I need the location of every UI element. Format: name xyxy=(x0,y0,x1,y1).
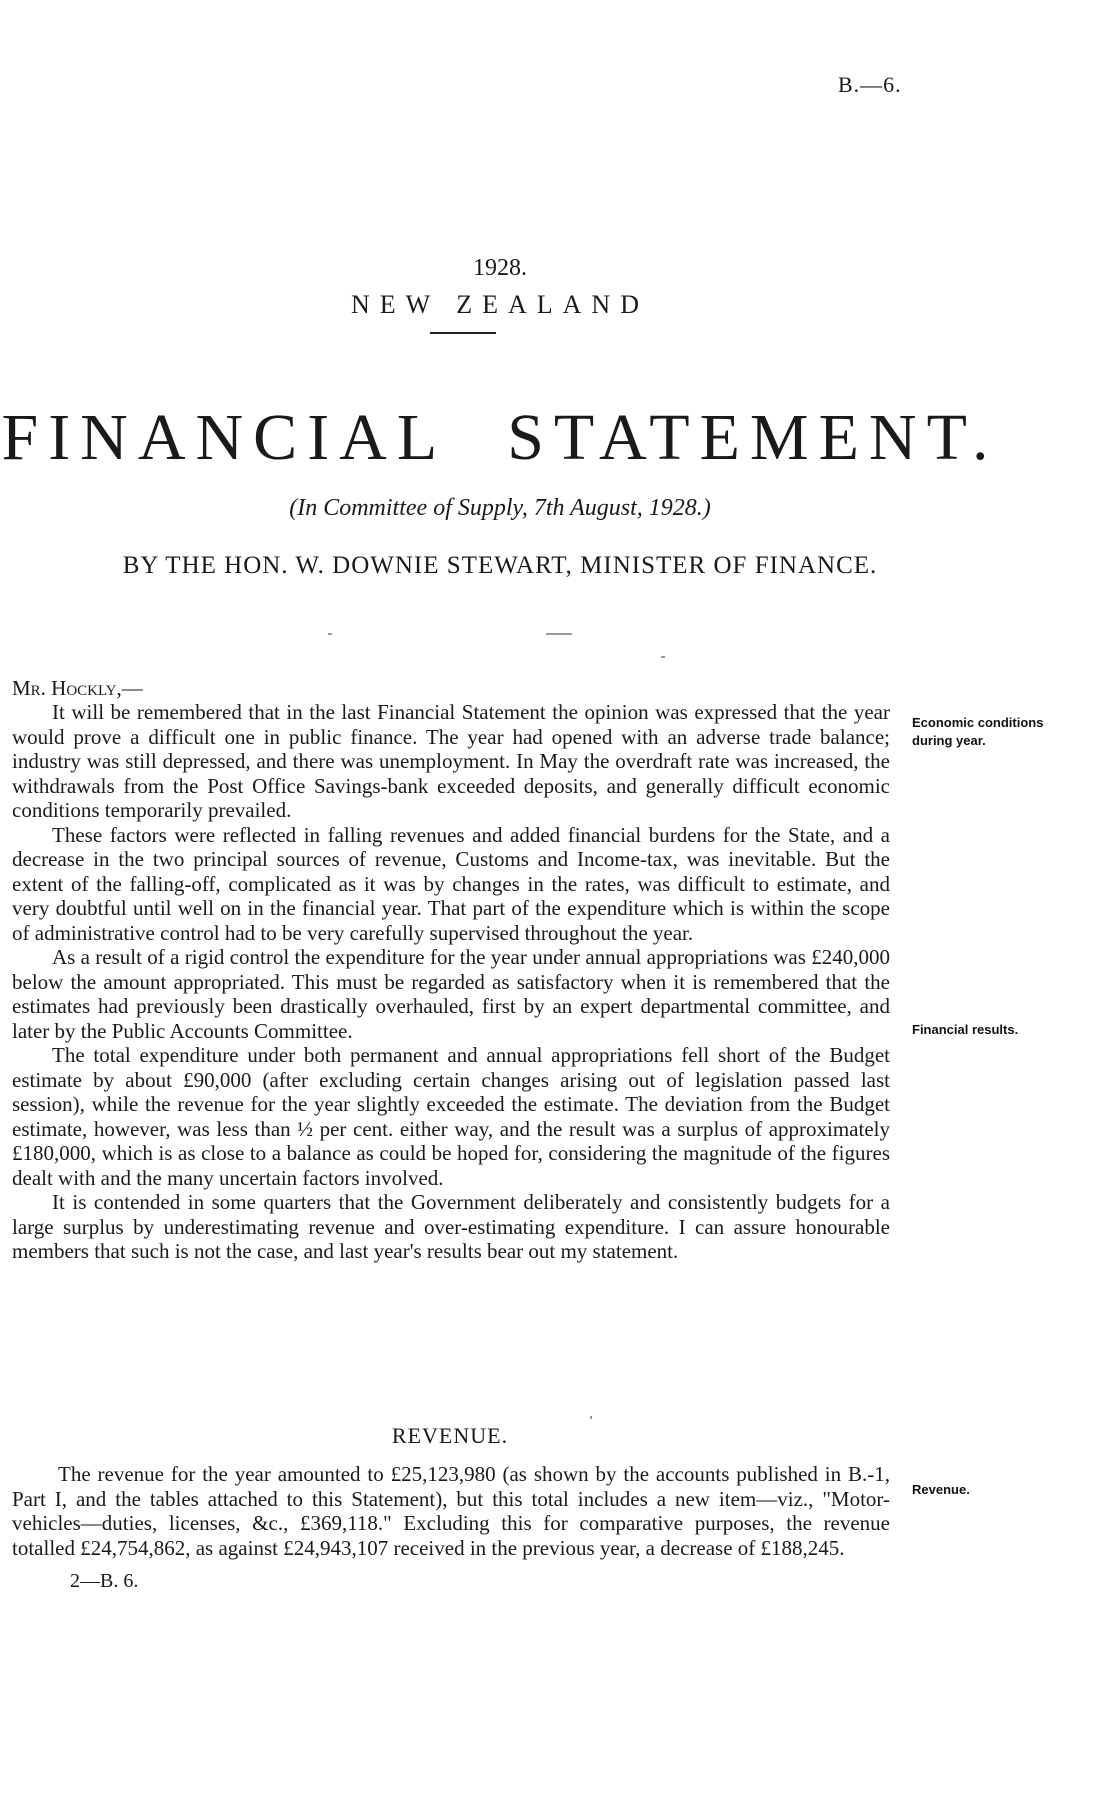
main-title: FINANCIAL STATEMENT. xyxy=(1,401,999,474)
paragraph-factors: These factors were reflected in falling revenues and added financial burdens for the State, and a decrease in the two principal sources of revenue, Customs and Income-tax, was inevitable. But the extent of the falling-off, complicated as it was by changes in the rates, was difficult to estimate, and very doubtful until well on in the financial year. That part of the expenditure which is within the scope of administrative control had to be very carefully supervised throughout the year. xyxy=(12,822,890,945)
print-speck xyxy=(590,1416,592,1419)
heading-rule xyxy=(430,332,496,334)
paragraph-financial-results: As a result of a rigid control the expenditure for the year under annual appropriations was £240,000 below the amount appropriated. This must be regarded as satisfactory when it is remembered that the estimates had previously been drastically overhauled, first by an expert departmental committee, and later by the Public Accounts Committee. xyxy=(12,945,890,1043)
byline: BY THE HON. W. DOWNIE STEWART, MINISTER OF FINANCE. xyxy=(122,552,878,579)
print-speck xyxy=(546,633,572,635)
side-note-financial-results: Financial results. xyxy=(912,1022,1019,1037)
print-speck xyxy=(661,656,665,658)
document-year: 1928. xyxy=(473,255,527,281)
paragraph-economic-conditions: It will be remembered that in the last Financial Statement the opinion was expressed that the year would prove a difficult one in public finance. The year had opened with an adverse trade balance; industry was still depressed, and there was unemployment. In May the overdraft rate was increased, the withdrawals from the Post Office Savings-bank exceeded deposits, and generally difficult economic conditions temporarily prevailed. xyxy=(12,700,890,822)
country-heading: NEW ZEALAND xyxy=(351,290,649,319)
print-speck xyxy=(328,633,332,635)
salutation: Mr. Hockly,— xyxy=(12,676,143,700)
subtitle: (In Committee of Supply, 7th August, 1928.) xyxy=(289,495,711,521)
footer-signature-ref: 2—B. 6. xyxy=(70,1570,139,1592)
page-reference: B.—6. xyxy=(838,72,902,97)
paragraph-total-expenditure: The total expenditure under both permanent and annual appropriations fell short of the Budget estimate by about £90,000 (after excluding certain changes arising out of legislation passed last session), while the revenue for the year slightly exceeded the estimate. The deviation from the Budget estimate, however, was less than ½ per cent. either way, and the result was a surplus of approximately £180,000, which is as close to a balance as could be hoped for, considering the magnitude of the figures dealt with and the many uncertain factors involved. xyxy=(12,1043,890,1190)
section-heading-revenue: REVENUE. xyxy=(391,1423,509,1448)
paragraph-budget-contention: It is contended in some quarters that the Government deliberately and consistently budgets for a large surplus by underestimating revenue and over-estimating expenditure. I can assure honourable members that such is not the case, and last year's results bear out my statement. xyxy=(12,1190,890,1263)
paragraph-revenue: The revenue for the year amounted to £25,123,980 (as shown by the accounts published in B.-1, Part I, and the tables attached to this Statement), but this total includes a new item—viz., "Motor-vehicles—duties, licenses, &c., £369,118." Excluding this for comparative purposes, the revenue totalled £24,754,862, as against £24,943,107 received in the previous year, a decrease of £188,245. xyxy=(12,1462,890,1560)
body-paragraphs xyxy=(12,700,890,1264)
side-note-economic-conditions: Economic conditions during year. xyxy=(912,715,1044,748)
side-note-revenue: Revenue. xyxy=(912,1482,970,1497)
